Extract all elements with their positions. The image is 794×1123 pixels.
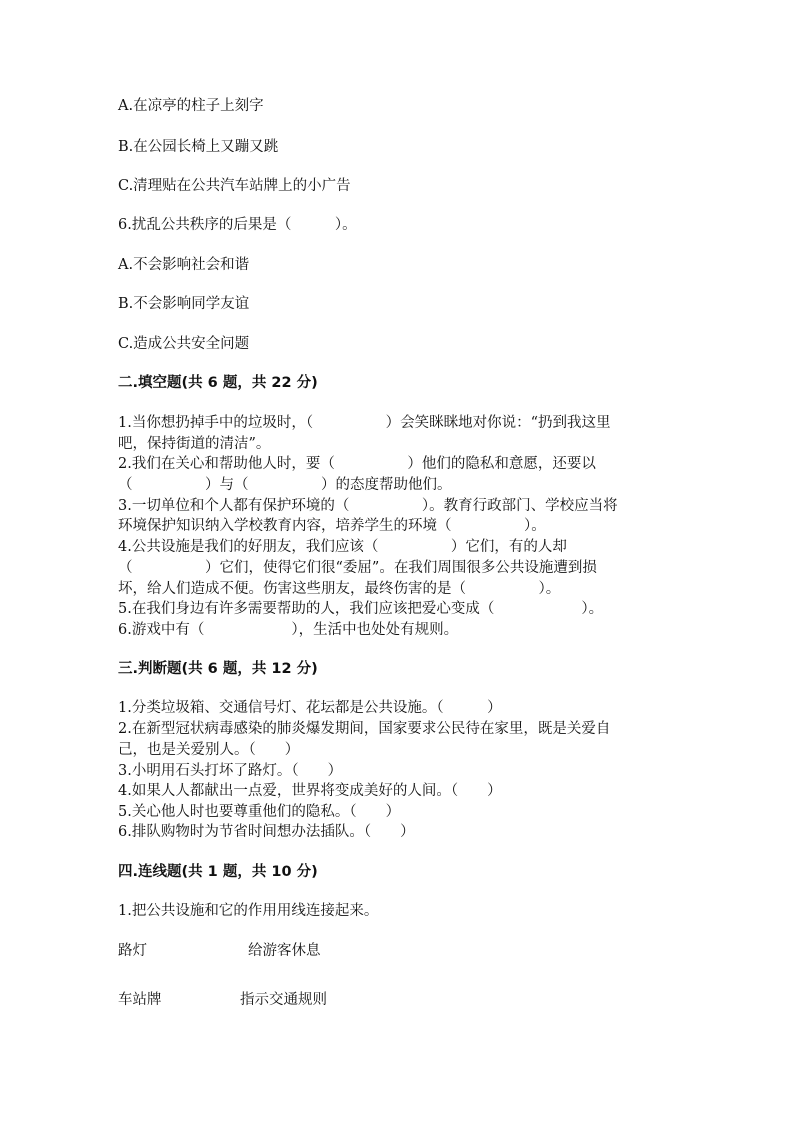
q5-option-c: C.清理贴在公共汽车站牌上的小广告 — [118, 178, 351, 194]
section3-heading: 三.判断题(共 6 题，共 12 分) — [118, 661, 318, 677]
section2-line: 2.我们在关心和帮助他人时，要（ ）他们的隐私和意愿，还要以 — [118, 456, 596, 472]
match-row — [118, 941, 418, 961]
section2-line: 环境保护知识纳入学校教育内容，培养学生的环境（ ）。 — [118, 518, 546, 534]
match-right-item: 指示交通规则 — [240, 992, 327, 1008]
section3-line: 4.如果人人都献出一点爱，世界将变成美好的人间。（ ） — [118, 783, 502, 799]
match-left-item: 路灯 — [118, 943, 147, 959]
section2-heading: 二.填空题(共 6 题，共 22 分) — [118, 375, 318, 391]
section3-line: 6.排队购物时为节省时间想办法插队。（ ） — [118, 824, 415, 840]
q6-option-c: C.造成公共安全问题 — [118, 336, 250, 352]
section3-line: 1.分类垃圾箱、交通信号灯、花坛都是公共设施。（ ） — [118, 700, 502, 716]
section2-line: 4.公共设施是我们的好朋友，我们应该（ ）它们，有的人却 — [118, 539, 567, 555]
q5-option-b: B.在公园长椅上又蹦又跳 — [118, 139, 279, 155]
section2-line: （ ）它们，使得它们很“委屈”。在我们周围很多公共设施遭到损 — [118, 560, 597, 576]
section2-line: 5.在我们身边有许多需要帮助的人，我们应该把爱心变成（ ）。 — [118, 601, 604, 617]
section2-line: 6.游戏中有（ ），生活中也处处有规则。 — [118, 622, 459, 638]
section3-line: 5.关心他人时也要尊重他们的隐私。（ ） — [118, 804, 401, 820]
section2-line: 1.当你想扔掉手中的垃圾时，（ ）会笑眯眯地对你说：“扔到我这里 — [118, 415, 611, 431]
q6-option-b: B.不会影响同学友谊 — [118, 296, 250, 312]
section2-line: 坏，给人们造成不便。伤害这些朋友，最终伤害的是（ ）。 — [118, 581, 561, 597]
section3-line: 2.在新型冠状病毒感染的肺炎爆发期间，国家要求公民待在家里，既是关爱自 — [118, 721, 611, 737]
section4-heading: 四.连线题(共 1 题，共 10 分) — [118, 864, 318, 880]
section4-question: 1.把公共设施和它的作用用线连接起来。 — [118, 903, 379, 919]
match-row — [118, 990, 418, 1010]
section2-line: 吧，保持街道的清洁”。 — [118, 436, 271, 452]
section3-line: 3.小明用石头打坏了路灯。（ ） — [118, 763, 343, 779]
section2-line: （ ）与（ ）的态度帮助他们。 — [118, 477, 452, 493]
section2-line: 3.一切单位和个人都有保护环境的（ ）。教育行政部门、学校应当将 — [118, 498, 618, 514]
section3-line: 己，也是关爱别人。（ ） — [118, 742, 300, 758]
match-left-item: 车站牌 — [118, 992, 162, 1008]
q5-option-a: A.在凉亭的柱子上刻字 — [118, 98, 264, 114]
q6-question: 6.扰乱公共秩序的后果是（ ）。 — [118, 217, 357, 233]
match-right-item: 给游客休息 — [248, 943, 321, 959]
q6-option-a: A.不会影响社会和谐 — [118, 257, 250, 273]
